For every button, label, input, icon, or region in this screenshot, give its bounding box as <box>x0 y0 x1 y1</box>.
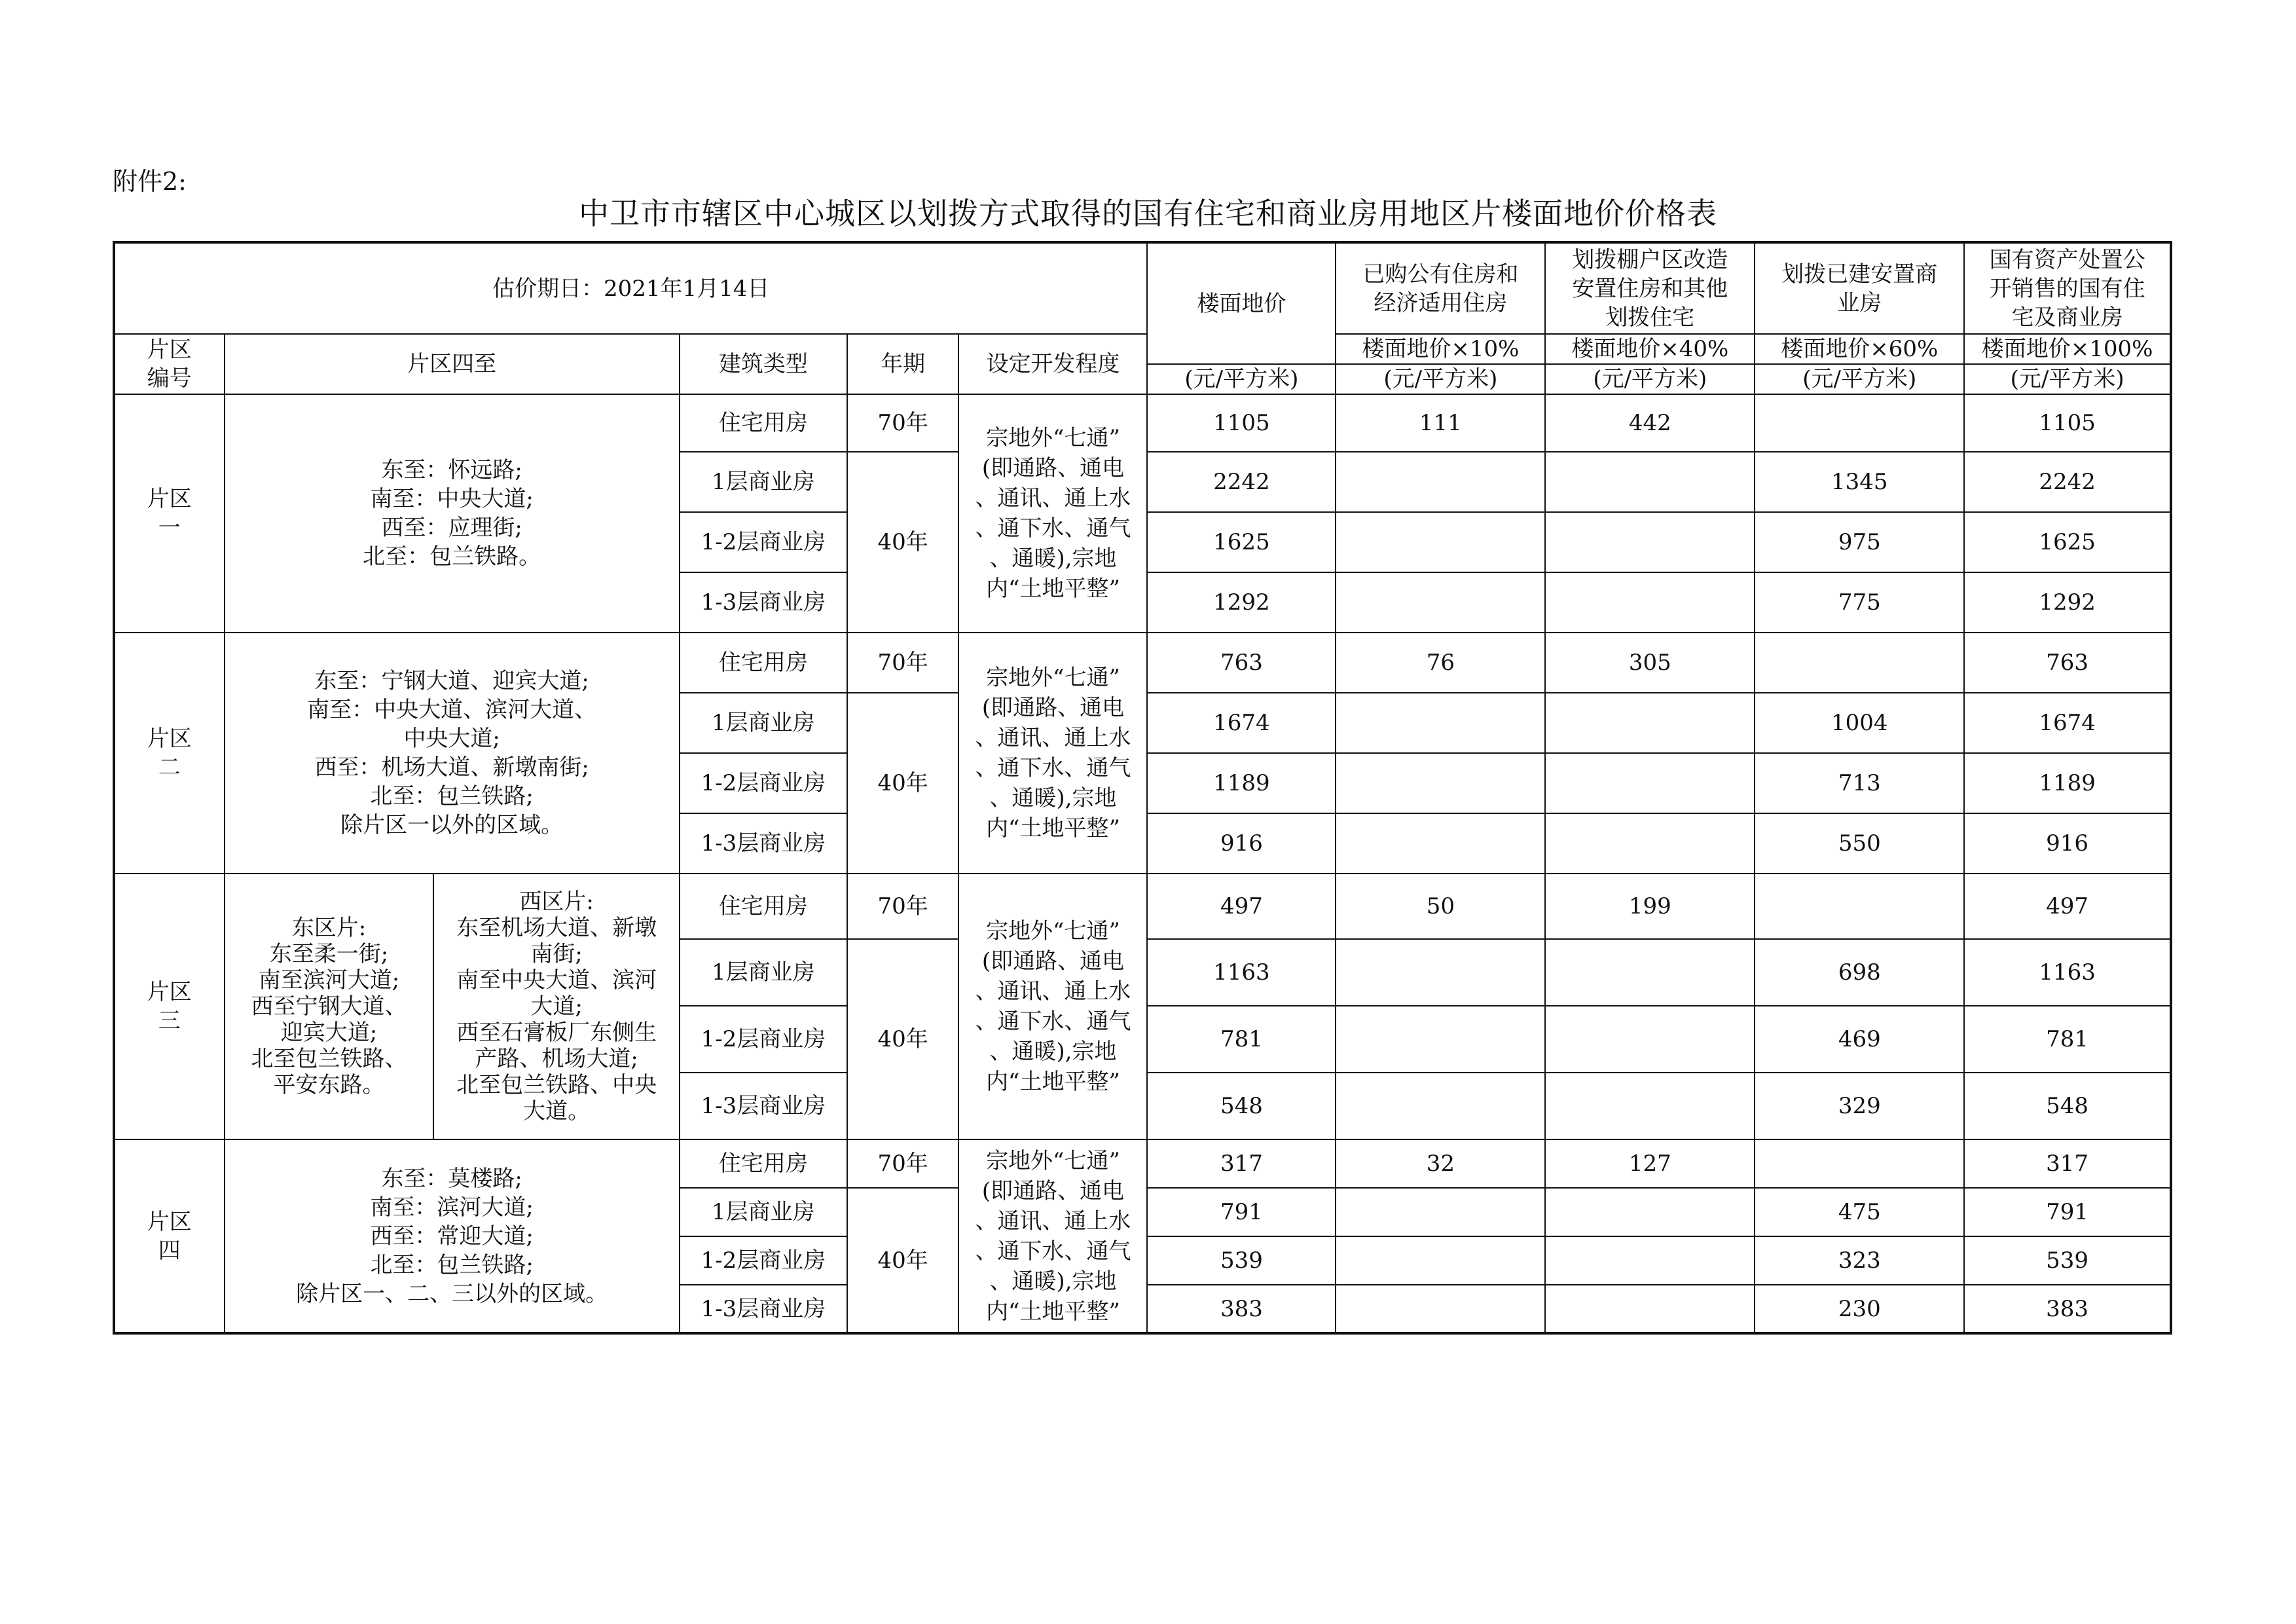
price-d-cell: 1163 <box>1964 939 2171 1006</box>
building-type-cell: 1层商业房 <box>680 1188 847 1236</box>
building-type-cell: 住宅用房 <box>680 874 847 939</box>
text-line: 东至机场大道、新墩 <box>456 915 657 941</box>
floor-price-cell: 548 <box>1147 1073 1336 1139</box>
header-floor-price: 楼面地价 <box>1147 242 1336 364</box>
text-line: (即通路、通电 <box>981 455 1125 481</box>
unit-col-a: (元/平方米) <box>1336 364 1545 394</box>
text-line: 东至柔一街; <box>269 941 389 967</box>
text-line: 除片区一以外的区域。 <box>340 812 564 838</box>
header-ratio-a: 楼面地价×10% <box>1336 334 1545 364</box>
text-line: 、通讯、通上水 <box>975 978 1131 1005</box>
price-b-cell <box>1545 1236 1755 1285</box>
floor-price-cell: 317 <box>1147 1139 1336 1188</box>
table-row <box>114 1139 2171 1188</box>
price-b-cell <box>1545 1188 1755 1236</box>
dev-level-cell <box>958 394 1147 633</box>
zone-boundary-east <box>225 874 434 1139</box>
building-type-cell: 1-2层商业房 <box>680 512 847 572</box>
text-line: 北至：包兰铁路。 <box>363 544 541 570</box>
text-line: 内“土地平整” <box>986 1069 1120 1095</box>
price-a-cell <box>1336 1006 1545 1073</box>
text-line: 西至：机场大道、新墩南街; <box>314 754 589 781</box>
text-line: 片区 <box>147 1208 192 1235</box>
text-line: 内“土地平整” <box>986 815 1120 841</box>
building-type-cell: 1-3层商业房 <box>680 572 847 633</box>
building-type-cell: 住宅用房 <box>680 394 847 452</box>
building-type-cell: 1层商业房 <box>680 452 847 512</box>
price-b-cell: 199 <box>1545 874 1755 939</box>
floor-price-cell: 763 <box>1147 633 1336 693</box>
price-d-cell: 1674 <box>1964 693 2171 753</box>
price-d-cell: 1189 <box>1964 753 2171 813</box>
price-a-cell <box>1336 1073 1545 1139</box>
zone-boundary-west <box>433 874 679 1139</box>
text-line: 大道。 <box>523 1098 591 1124</box>
text-line: 南至：中央大道、滨河大道、 <box>307 697 597 723</box>
floor-price-cell: 497 <box>1147 874 1336 939</box>
price-b-cell <box>1545 1285 1755 1333</box>
floor-price-cell: 2242 <box>1147 452 1336 512</box>
price-c-cell: 1345 <box>1755 452 1964 512</box>
header-term: 年期 <box>847 334 959 394</box>
zone-name <box>114 1139 225 1333</box>
price-c-cell: 469 <box>1755 1006 1964 1073</box>
header-zone-id: 片区 编号 <box>114 334 225 394</box>
price-c-cell <box>1755 874 1964 939</box>
floor-price-cell: 916 <box>1147 813 1336 874</box>
term-cell: 70年 <box>847 633 959 693</box>
price-c-cell <box>1755 1139 1964 1188</box>
text-line: 内“土地平整” <box>986 576 1120 602</box>
unit-col-b: (元/平方米) <box>1545 364 1755 394</box>
price-a-cell: 50 <box>1336 874 1545 939</box>
text-line: 北至包兰铁路、 <box>251 1046 407 1072</box>
price-d-cell: 781 <box>1964 1006 2171 1073</box>
building-type-cell: 1-3层商业房 <box>680 1285 847 1333</box>
text-line: 片区 <box>147 486 192 512</box>
floor-price-cell: 539 <box>1147 1236 1336 1285</box>
text-line: 一 <box>158 515 181 541</box>
header-building-type: 建筑类型 <box>680 334 847 394</box>
text-line: 北至：包兰铁路; <box>370 1251 534 1278</box>
price-c-cell: 475 <box>1755 1188 1964 1236</box>
zone-name <box>114 633 225 874</box>
price-c-cell: 230 <box>1755 1285 1964 1333</box>
price-b-cell <box>1545 1073 1755 1139</box>
floor-price-cell: 1292 <box>1147 572 1336 633</box>
floor-price-cell: 791 <box>1147 1188 1336 1236</box>
text-line: (即通路、通电 <box>981 948 1125 974</box>
price-a-cell <box>1336 753 1545 813</box>
building-type-cell: 1-2层商业房 <box>680 753 847 813</box>
price-b-cell <box>1545 813 1755 874</box>
price-a-cell: 111 <box>1336 394 1545 452</box>
price-b-cell <box>1545 1006 1755 1073</box>
term-cell: 40年 <box>847 1188 959 1333</box>
term-cell: 40年 <box>847 693 959 874</box>
price-c-cell: 975 <box>1755 512 1964 572</box>
floor-price-cell: 383 <box>1147 1285 1336 1333</box>
text-line: 二 <box>158 754 181 781</box>
building-type-cell: 1-3层商业房 <box>680 813 847 874</box>
header-dev-level: 设定开发程度 <box>958 334 1147 394</box>
price-a-cell <box>1336 1188 1545 1236</box>
text-line: 、通暖),宗地 <box>989 545 1117 572</box>
text-line: 迎宾大道; <box>280 1020 378 1046</box>
floor-price-cell: 1625 <box>1147 512 1336 572</box>
valuation-date: 估价期日：2021年1月14日 <box>114 242 1147 334</box>
term-cell: 40年 <box>847 452 959 633</box>
text-line: 南至滨河大道; <box>258 967 400 993</box>
header-ratio-d: 楼面地价×100% <box>1964 334 2171 364</box>
text-line: 西至宁钢大道、 <box>251 993 407 1020</box>
price-a-cell: 32 <box>1336 1139 1545 1188</box>
text-line: 东区片: <box>291 915 367 941</box>
text-line: 产路、机场大道; <box>475 1046 638 1072</box>
table-row <box>114 633 2171 693</box>
term-cell: 40年 <box>847 939 959 1139</box>
text-line: 中央大道; <box>403 726 500 752</box>
price-a-cell <box>1336 572 1545 633</box>
header-col-a: 已购公有住房和 经济适用住房 <box>1336 242 1545 334</box>
floor-price-cell: 1674 <box>1147 693 1336 753</box>
price-a-cell <box>1336 1285 1545 1333</box>
text-line: 、通下水、通气 <box>975 1238 1131 1264</box>
text-line: 片区 <box>147 726 192 752</box>
text-line: 、通下水、通气 <box>975 515 1131 542</box>
text-line: 、通暖),宗地 <box>989 1268 1117 1295</box>
text-line: (即通路、通电 <box>981 1177 1125 1204</box>
term-cell: 70年 <box>847 394 959 452</box>
price-d-cell: 539 <box>1964 1236 2171 1285</box>
text-line: 、通讯、通上水 <box>975 485 1131 511</box>
text-line: 、通下水、通气 <box>975 755 1131 781</box>
text-line: (即通路、通电 <box>981 695 1125 721</box>
price-d-cell: 548 <box>1964 1073 2171 1139</box>
price-c-cell: 323 <box>1755 1236 1964 1285</box>
price-b-cell <box>1545 572 1755 633</box>
unit-floor-price: (元/平方米) <box>1147 364 1336 394</box>
building-type-cell: 1层商业房 <box>680 693 847 753</box>
text-line: 西至：常迎大道; <box>370 1223 534 1249</box>
building-type-cell: 1-3层商业房 <box>680 1073 847 1139</box>
price-c-cell: 329 <box>1755 1073 1964 1139</box>
price-b-cell: 305 <box>1545 633 1755 693</box>
price-d-cell: 497 <box>1964 874 2171 939</box>
dev-level-cell <box>958 874 1147 1139</box>
text-line: 宗地外“七通” <box>986 425 1120 451</box>
building-type-cell: 1层商业房 <box>680 939 847 1006</box>
text-line: 、通暖),宗地 <box>989 1039 1117 1065</box>
price-d-cell: 791 <box>1964 1188 2171 1236</box>
price-c-cell <box>1755 633 1964 693</box>
text-line: 西至石膏板厂东侧生 <box>456 1020 657 1046</box>
zone-name <box>114 394 225 633</box>
price-b-cell <box>1545 693 1755 753</box>
table-row <box>114 394 2171 452</box>
text-line: 北至：包兰铁路; <box>370 783 534 809</box>
floor-price-cell: 1189 <box>1147 753 1336 813</box>
text-line: 东至：宁钢大道、迎宾大道; <box>314 668 589 694</box>
land-price-table <box>113 241 2172 1335</box>
zone-boundary <box>225 394 680 633</box>
price-c-cell: 550 <box>1755 813 1964 874</box>
price-a-cell <box>1336 1236 1545 1285</box>
price-d-cell: 763 <box>1964 633 2171 693</box>
price-d-cell: 317 <box>1964 1139 2171 1188</box>
text-line: 三 <box>158 1008 181 1034</box>
table-row <box>114 874 2171 939</box>
building-type-cell: 1-2层商业房 <box>680 1236 847 1285</box>
price-c-cell: 713 <box>1755 753 1964 813</box>
text-line: 西区片: <box>519 889 594 915</box>
header-col-b: 划拨棚户区改造 安置住房和其他 划拨住宅 <box>1545 242 1755 334</box>
text-line: 南至中央大道、滨河 <box>456 967 657 993</box>
price-a-cell <box>1336 813 1545 874</box>
building-type-cell: 住宅用房 <box>680 1139 847 1188</box>
text-line: 西至：应理街; <box>381 515 522 541</box>
text-line: 、通暖),宗地 <box>989 785 1117 811</box>
price-c-cell: 1004 <box>1755 693 1964 753</box>
text-line: 宗地外“七通” <box>986 1147 1120 1174</box>
term-cell: 70年 <box>847 874 959 939</box>
price-a-cell <box>1336 452 1545 512</box>
text-line: 南街; <box>530 941 583 967</box>
price-c-cell: 698 <box>1755 939 1964 1006</box>
price-b-cell <box>1545 452 1755 512</box>
floor-price-cell: 781 <box>1147 1006 1336 1073</box>
text-line: 平安东路。 <box>273 1072 385 1098</box>
zone-boundary <box>225 633 680 874</box>
text-line: 、通讯、通上水 <box>975 725 1131 751</box>
text-line: 除片区一、二、三以外的区域。 <box>296 1280 608 1307</box>
price-a-cell <box>1336 512 1545 572</box>
header-col-c: 划拨已建安置商 业房 <box>1755 242 1964 334</box>
price-b-cell: 442 <box>1545 394 1755 452</box>
header-col-d: 国有资产处置公 开销售的国有住 宅及商业房 <box>1964 242 2171 334</box>
header-ratio-b: 楼面地价×40% <box>1545 334 1755 364</box>
zone-name <box>114 874 225 1139</box>
floor-price-cell: 1105 <box>1147 394 1336 452</box>
price-b-cell <box>1545 753 1755 813</box>
price-d-cell: 1105 <box>1964 394 2171 452</box>
text-line: 东至：莫楼路; <box>381 1165 522 1192</box>
text-line: 四 <box>158 1237 181 1264</box>
text-line: 宗地外“七通” <box>986 665 1120 691</box>
text-line: 东至：怀远路; <box>381 457 522 483</box>
text-line: 片区 <box>147 979 192 1005</box>
text-line: 、通讯、通上水 <box>975 1208 1131 1234</box>
building-type-cell: 住宅用房 <box>680 633 847 693</box>
unit-col-c: (元/平方米) <box>1755 364 1964 394</box>
price-b-cell <box>1545 939 1755 1006</box>
attachment-label: 附件2: <box>113 167 187 196</box>
price-d-cell: 916 <box>1964 813 2171 874</box>
price-d-cell: 383 <box>1964 1285 2171 1333</box>
header-ratio-c: 楼面地价×60% <box>1755 334 1964 364</box>
price-a-cell: 76 <box>1336 633 1545 693</box>
price-c-cell <box>1755 394 1964 452</box>
text-line: 宗地外“七通” <box>986 918 1120 944</box>
unit-col-d: (元/平方米) <box>1964 364 2171 394</box>
text-line: 内“土地平整” <box>986 1298 1120 1325</box>
text-line: 大道; <box>530 993 583 1020</box>
building-type-cell: 1-2层商业房 <box>680 1006 847 1073</box>
text-line: 北至包兰铁路、中央 <box>456 1072 657 1098</box>
text-line: 、通下水、通气 <box>975 1008 1131 1035</box>
header-boundary: 片区四至 <box>225 334 680 394</box>
price-a-cell <box>1336 939 1545 1006</box>
price-d-cell: 1625 <box>1964 512 2171 572</box>
dev-level-cell <box>958 1139 1147 1333</box>
price-d-cell: 1292 <box>1964 572 2171 633</box>
floor-price-cell: 1163 <box>1147 939 1336 1006</box>
dev-level-cell <box>958 633 1147 874</box>
term-cell: 70年 <box>847 1139 959 1188</box>
text-line: 南至：滨河大道; <box>370 1194 534 1221</box>
page-title: 中卫市市辖区中心城区以划拨方式取得的国有住宅和商业房用地区片楼面地价价格表 <box>579 196 1717 231</box>
price-a-cell <box>1336 693 1545 753</box>
text-line: 南至：中央大道; <box>370 486 534 512</box>
zone-boundary <box>225 1139 680 1333</box>
price-b-cell: 127 <box>1545 1139 1755 1188</box>
price-b-cell <box>1545 512 1755 572</box>
price-c-cell: 775 <box>1755 572 1964 633</box>
price-d-cell: 2242 <box>1964 452 2171 512</box>
